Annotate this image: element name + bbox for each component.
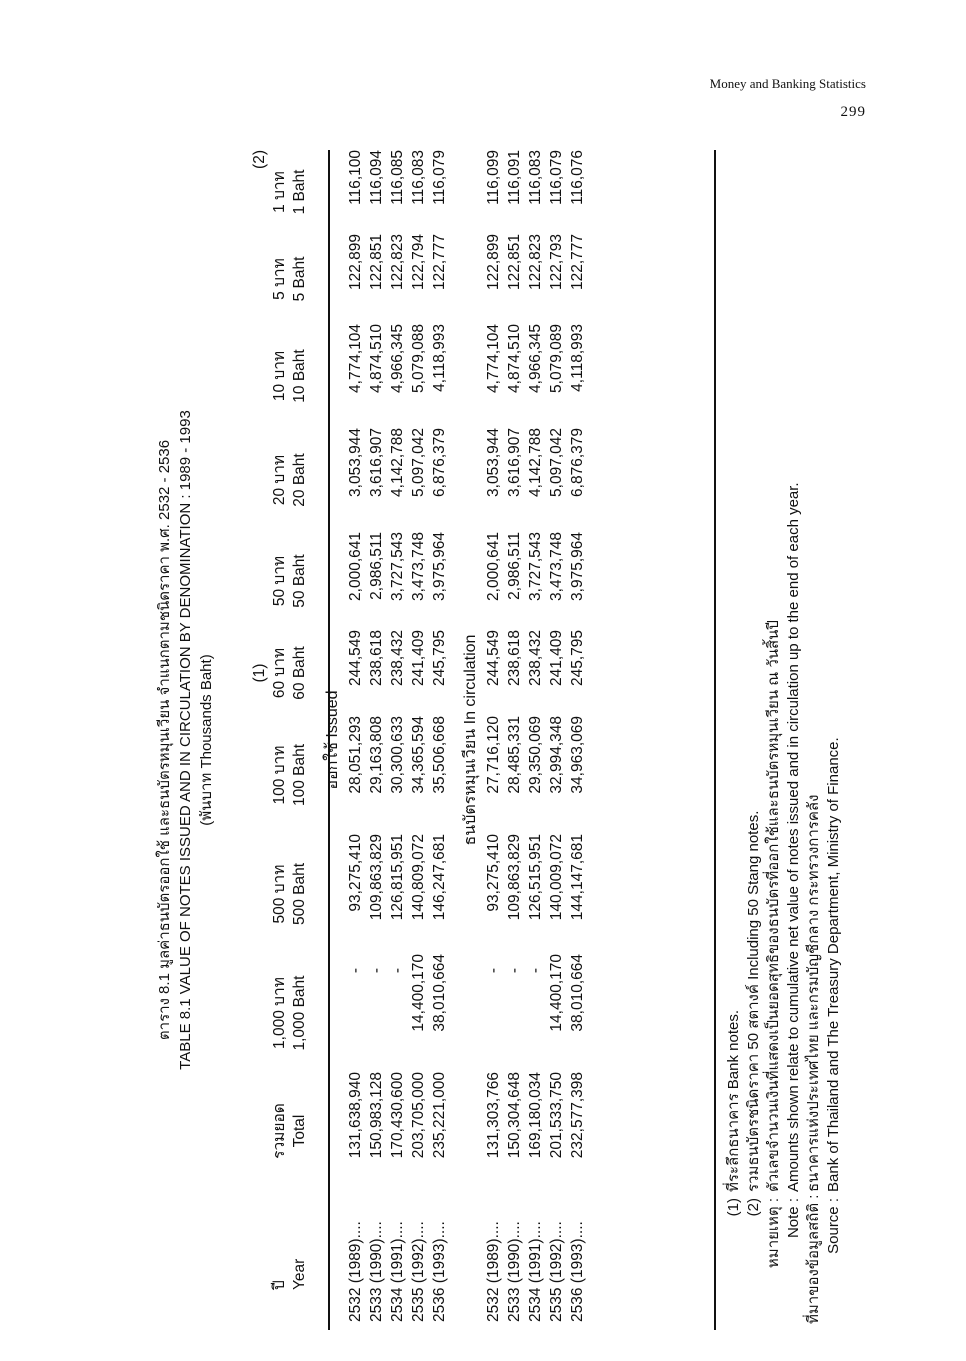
column-header-20-baht: 20 Baht [291, 453, 308, 507]
value-cell: 235,221,000 [430, 1072, 448, 1159]
year-cell: 2532 (1989).... [484, 1221, 502, 1322]
value-cell: 170,430,600 [388, 1072, 406, 1159]
rotated-table-page [150, 150, 870, 1330]
note-line [804, 482, 824, 1324]
value-cell: 150,304,648 [505, 1072, 523, 1159]
value-cell: 3,616,907 [367, 428, 385, 497]
notes-table [250, 150, 588, 1330]
column-header-total: Total [291, 1114, 308, 1148]
value-cell: 34,365,594 [409, 716, 427, 794]
value-cell: 244,549 [484, 630, 502, 687]
column-header-500-thai: 500 บาท [271, 864, 288, 924]
value-cell: 5,097,042 [409, 428, 427, 497]
value-cell: 116,085 [388, 150, 406, 205]
column-header-1-baht: 1 Baht [291, 169, 308, 215]
value-cell: 122,851 [367, 234, 385, 291]
value-cell: 4,966,345 [388, 324, 406, 393]
value-cell: 3,727,543 [388, 532, 406, 601]
value-cell: 122,777 [568, 234, 586, 291]
value-cell: 35,506,668 [430, 716, 448, 794]
note-line [724, 482, 744, 1324]
year-cell: 2533 (1990).... [367, 1221, 385, 1322]
value-cell: 3,975,964 [568, 532, 586, 601]
column-header-1000-baht: 1,000 Baht [291, 975, 308, 1051]
value-cell: 109,863,829 [367, 834, 385, 921]
value-cell: 5,079,088 [409, 324, 427, 393]
value-cell: 4,142,788 [388, 428, 406, 497]
table-row [387, 150, 408, 1330]
page-number: 299 [840, 104, 866, 120]
section-spacer [450, 150, 458, 1330]
column-header-year-thai: ปี [271, 1280, 288, 1290]
column-header-10-thai: 10 บาท [271, 350, 288, 402]
value-cell: 201,533,750 [547, 1072, 565, 1159]
table-title [150, 150, 217, 1330]
table-unit: (พันบาท Thousands Baht) [198, 654, 215, 826]
column-mark-row [250, 150, 270, 1330]
note-text: ตัวเลขจำนวนเงินที่แสดงเป็นยอดสุทธิของธนบัตรที่ออกใช้และธนบัตรหมุนเวียน ณ วันสิ้นปี [765, 620, 782, 1192]
value-cell: 131,638,940 [346, 1072, 364, 1159]
column-mark-1-baht: (2) [251, 150, 268, 169]
value-cell: 2,986,511 [367, 532, 385, 600]
value-cell: 6,876,379 [568, 428, 586, 497]
column-header-50-baht: 50 Baht [291, 554, 308, 608]
year-cell: 2534 (1991).... [526, 1221, 544, 1322]
value-cell: 203,705,000 [409, 1072, 427, 1159]
value-cell: 28,051,293 [346, 716, 364, 794]
value-cell: 4,774,104 [484, 324, 502, 393]
value-cell: 3,053,944 [484, 428, 502, 497]
value-cell: - [484, 968, 502, 974]
value-cell: 32,994,348 [547, 716, 565, 794]
value-cell: 122,851 [505, 234, 523, 291]
section-label-row [458, 150, 483, 1330]
value-cell: 116,083 [526, 150, 544, 205]
value-cell: 14,400,170 [547, 954, 565, 1032]
value-cell: 122,899 [346, 234, 364, 291]
note-key: Note : [785, 1198, 802, 1239]
value-cell: 93,275,410 [484, 834, 502, 912]
column-header-500-baht: 500 Baht [291, 862, 308, 926]
value-cell: - [505, 968, 523, 974]
value-cell: 122,899 [484, 234, 502, 291]
value-cell: 4,142,788 [526, 428, 544, 497]
value-cell: 244,549 [346, 630, 364, 687]
value-cell: - [388, 968, 406, 974]
column-header-50-thai: 50 บาท [271, 555, 288, 607]
value-cell: - [367, 968, 385, 974]
value-cell: 122,777 [430, 234, 448, 291]
value-cell: 169,180,034 [526, 1072, 544, 1159]
value-cell: 3,975,964 [430, 532, 448, 601]
value-cell: 150,983,128 [367, 1072, 385, 1159]
value-cell: 116,076 [568, 150, 586, 205]
table-title-english: TABLE 8.1 VALUE OF NOTES ISSUED AND IN CIRCULATION BY DENOMINATION : 1989 - 1993 [177, 410, 194, 1070]
table-row [429, 150, 450, 1330]
section-label: ออกใช้ Issued [324, 690, 341, 790]
value-cell: 38,010,664 [568, 954, 586, 1032]
value-cell: 3,473,748 [409, 532, 427, 601]
column-header-english-row [290, 150, 310, 1330]
column-mark-60-baht: (1) [251, 663, 268, 683]
value-cell: 126,515,951 [526, 834, 544, 921]
value-cell: 14,400,170 [409, 954, 427, 1032]
value-cell: 3,053,944 [346, 428, 364, 497]
year-cell: 2536 (1993).... [568, 1221, 586, 1322]
table-row [408, 150, 429, 1330]
value-cell: 140,009,072 [547, 834, 565, 921]
value-cell: 29,350,069 [526, 716, 544, 794]
value-cell: 3,727,543 [526, 532, 544, 601]
value-cell: 4,874,510 [367, 324, 385, 393]
note-text: รวมธนบัตรชนิดราคา 50 สตางค์ Including 50 Stang notes. [745, 810, 762, 1192]
value-cell: 29,163,808 [367, 716, 385, 794]
value-cell: 122,823 [388, 234, 406, 291]
value-cell: 241,409 [547, 630, 565, 687]
column-header-thai-row [270, 150, 290, 1330]
note-text: ที่ระลึกธนาคาร Bank notes. [725, 1009, 742, 1192]
value-cell: 116,079 [430, 150, 448, 205]
value-cell: 5,079,089 [547, 324, 565, 393]
table-row [345, 150, 366, 1330]
note-line [744, 482, 764, 1324]
column-header-60-thai: 60 บาท [271, 647, 288, 699]
note-key: Source : [825, 1198, 842, 1254]
value-cell: 116,100 [346, 150, 364, 205]
value-cell: - [346, 968, 364, 974]
note-line [764, 482, 784, 1324]
value-cell: 2,986,511 [505, 532, 523, 600]
value-cell: 245,795 [568, 630, 586, 687]
value-cell: 4,118,993 [568, 324, 586, 392]
column-header-100-thai: 100 บาท [271, 745, 288, 805]
column-header-10-baht: 10 Baht [291, 349, 308, 403]
value-cell: 109,863,829 [505, 834, 523, 921]
value-cell: 116,083 [409, 150, 427, 205]
table-row [546, 150, 567, 1330]
column-header-60-baht: 60 Baht [291, 646, 308, 700]
value-cell: 241,409 [409, 630, 427, 687]
table-bottom-rule [714, 150, 716, 1330]
table-row [567, 150, 588, 1330]
column-header-20-thai: 20 บาท [271, 454, 288, 506]
value-cell: 2,000,641 [346, 532, 364, 601]
table-row [504, 150, 525, 1330]
value-cell: 4,118,993 [430, 324, 448, 392]
year-cell: 2535 (1992).... [409, 1221, 427, 1322]
value-cell: 34,963,069 [568, 716, 586, 794]
value-cell: 2,000,641 [484, 532, 502, 601]
table-row [525, 150, 546, 1330]
value-cell: 232,577,398 [568, 1072, 586, 1159]
value-cell: 144,147,681 [568, 834, 586, 921]
section-label-row [320, 150, 345, 1330]
value-cell: 126,815,951 [388, 834, 406, 921]
value-cell: 27,716,120 [484, 716, 502, 794]
value-cell: 116,091 [505, 150, 523, 205]
column-header-5-baht: 5 Baht [291, 256, 308, 302]
column-header-year: Year [291, 1258, 308, 1290]
value-cell: 116,094 [367, 150, 385, 205]
column-header-1-thai: 1 บาท [271, 171, 288, 213]
column-header-total-thai: รวมยอด [271, 1103, 288, 1159]
value-cell: - [526, 968, 544, 974]
note-text: Bank of Thailand and The Treasury Department, Ministry of Finance. [825, 737, 842, 1192]
table-notes [724, 482, 844, 1324]
year-cell: 2534 (1991).... [388, 1221, 406, 1322]
value-cell: 4,774,104 [346, 324, 364, 393]
column-header-1000-thai: 1,000 บาท [271, 977, 288, 1049]
note-text: Amounts shown relate to cumulative net value of notes issued and in circulation up to the end of each year. [785, 482, 802, 1192]
table-title-thai: ตาราง 8.1 มูลค่าธนบัตรออกใช้ และธนบัตรหมุนเวียน จำแนกตามชนิดราคา พ.ศ. 2532 - 2536 [156, 439, 173, 1041]
value-cell: 245,795 [430, 630, 448, 687]
column-header-100-baht: 100 Baht [291, 743, 308, 807]
year-cell: 2535 (1992).... [547, 1221, 565, 1322]
value-cell: 3,473,748 [547, 532, 565, 601]
table-row [366, 150, 387, 1330]
value-cell: 140,809,072 [409, 834, 427, 921]
table-row [483, 150, 504, 1330]
value-cell: 30,300,633 [388, 716, 406, 794]
note-line [784, 482, 804, 1324]
note-key: (2) [745, 1198, 762, 1217]
value-cell: 131,303,766 [484, 1072, 502, 1159]
year-cell: 2533 (1990).... [505, 1221, 523, 1322]
value-cell: 116,099 [484, 150, 502, 205]
value-cell: 122,793 [547, 234, 565, 291]
value-cell: 122,794 [409, 234, 427, 291]
value-cell: 5,097,042 [547, 428, 565, 497]
value-cell: 238,618 [505, 630, 523, 687]
value-cell: 238,432 [526, 630, 544, 687]
page-subject: Money and Banking Statistics [709, 76, 866, 91]
note-line [824, 482, 844, 1324]
value-cell: 122,823 [526, 234, 544, 291]
value-cell: 38,010,664 [430, 954, 448, 1032]
note-text: ธนาคารแห่งประเทศไทย และกรมบัญชีกลาง กระทรวงการคลัง [805, 794, 822, 1192]
value-cell: 4,966,345 [526, 324, 544, 393]
value-cell: 238,432 [388, 630, 406, 687]
value-cell: 146,247,681 [430, 834, 448, 921]
value-cell: 3,616,907 [505, 428, 523, 497]
value-cell: 238,618 [367, 630, 385, 687]
column-header-5-thai: 5 บาท [271, 258, 288, 300]
note-key: หมายเหตุ : [765, 1198, 782, 1269]
year-cell: 2532 (1989).... [346, 1221, 364, 1322]
value-cell: 116,079 [547, 150, 565, 205]
note-key: (1) [725, 1198, 742, 1217]
value-cell: 93,275,410 [346, 834, 364, 912]
value-cell: 6,876,379 [430, 428, 448, 497]
note-key: ที่มาของข้อมูลสถิติ : [805, 1194, 822, 1324]
section-label: ธนบัตรหมุนเวียน In circulation [462, 634, 479, 846]
year-cell: 2536 (1993).... [430, 1221, 448, 1322]
value-cell: 28,485,331 [505, 716, 523, 794]
value-cell: 4,874,510 [505, 324, 523, 393]
